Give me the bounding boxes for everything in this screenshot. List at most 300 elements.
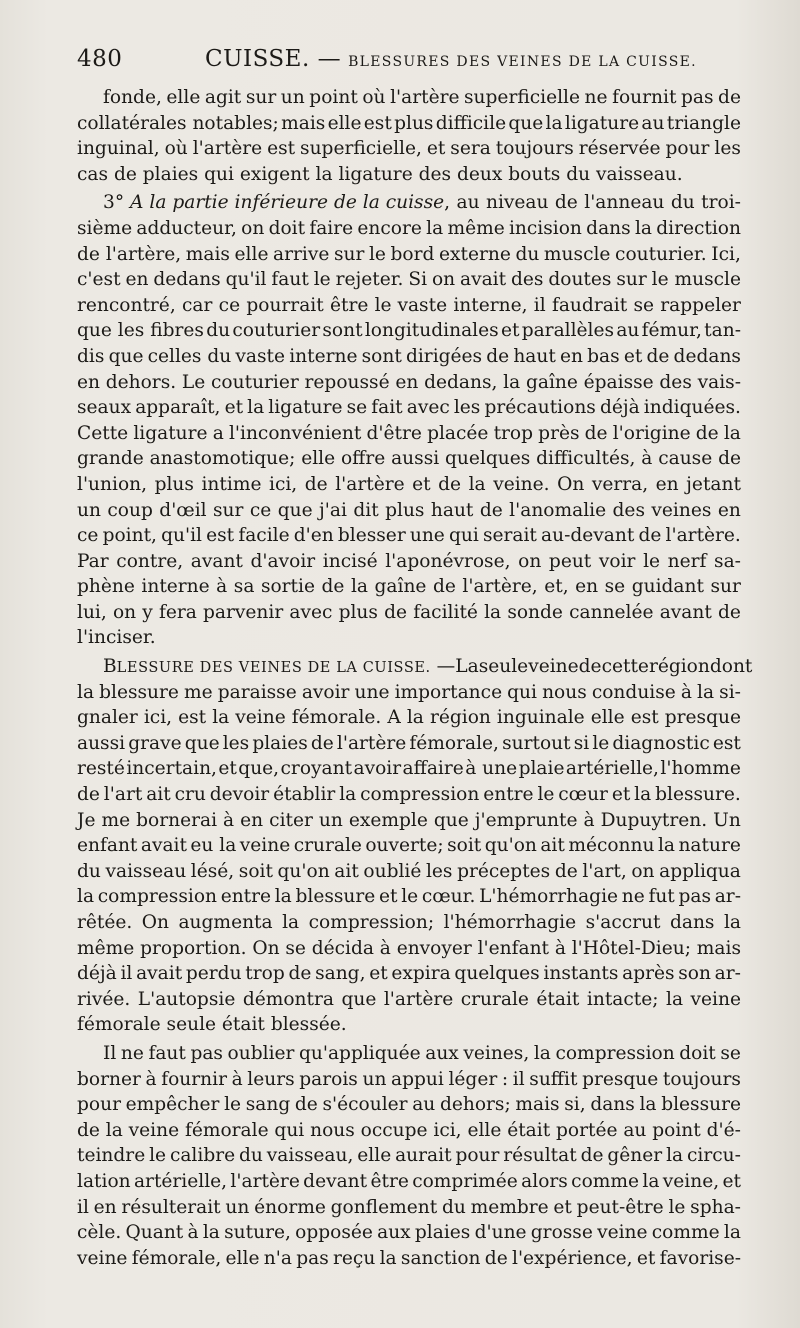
word: mais [515, 1094, 560, 1116]
word: le [537, 784, 555, 806]
word: elle [234, 243, 269, 265]
word: ait [334, 860, 359, 882]
word: alors [521, 1170, 568, 1192]
word: entre [220, 886, 272, 908]
word: qu'on [484, 835, 537, 857]
word: pour [665, 138, 710, 160]
word: doit [679, 1042, 716, 1064]
word: paraisse [217, 681, 297, 703]
word: que [508, 112, 544, 134]
word: cèle. [77, 1222, 122, 1244]
word: de [77, 1119, 100, 1141]
word: à [379, 937, 391, 959]
word: l'homme [660, 758, 741, 780]
word: parois [299, 1068, 358, 1090]
text-line [77, 600, 741, 626]
word: de [484, 1247, 508, 1269]
word: des [659, 371, 692, 393]
word: Le [181, 371, 206, 393]
word: lui, [77, 601, 107, 623]
word: la [666, 1145, 684, 1167]
word: on [112, 601, 137, 623]
word: elle [301, 448, 336, 470]
word: au [641, 112, 665, 134]
word: L'autopsie [137, 988, 236, 1010]
word: gonflement [330, 1196, 438, 1218]
word: pas [296, 1247, 329, 1269]
word: les [453, 397, 481, 419]
word: comprimée [412, 1170, 518, 1192]
word: ne [584, 87, 608, 108]
word: ici, [433, 1119, 462, 1141]
word: collatérales notables; [77, 112, 279, 134]
word: plus [385, 499, 425, 521]
word: les [714, 138, 741, 160]
word: elle [327, 112, 362, 134]
word: au [412, 1094, 436, 1116]
word: l'artère. [665, 525, 741, 547]
running-head [205, 46, 697, 72]
word: veine [77, 1247, 128, 1269]
paragraph [77, 654, 753, 1038]
word: si, [564, 1094, 586, 1116]
word: fera [158, 601, 197, 623]
word: comme [651, 1222, 720, 1244]
word: plus [338, 601, 378, 623]
word: ar- [714, 963, 741, 985]
word: toujours [662, 1068, 741, 1090]
word: la [77, 681, 95, 703]
word: gêner [607, 1145, 663, 1167]
word: peut [548, 550, 592, 572]
word: triangle [666, 112, 741, 134]
word: dont [709, 656, 753, 678]
word: crurale [460, 988, 529, 1010]
word: la [274, 886, 292, 908]
word: Si [408, 269, 428, 291]
word: facile [238, 525, 290, 547]
word: on [431, 269, 456, 291]
word: un [318, 809, 343, 831]
word: plus [394, 112, 434, 134]
text-line [77, 1012, 741, 1038]
word: la [697, 681, 715, 703]
word: elle [166, 87, 201, 108]
word: au-devant [541, 525, 635, 547]
word: toujours [495, 138, 574, 160]
word: fémur, [641, 320, 702, 342]
word: d'œil [159, 499, 207, 521]
word: L'hémorrhagie [479, 886, 619, 908]
word: s'accrut [585, 912, 661, 933]
word: artérielle, [565, 758, 659, 780]
word: entre [483, 784, 534, 806]
word: fémorale, [131, 1247, 222, 1269]
word: précautions [484, 397, 596, 419]
word: ait [540, 835, 565, 857]
text-line [77, 1246, 741, 1272]
word: de [718, 87, 741, 108]
word: soit [238, 860, 273, 882]
word: à une [465, 758, 518, 780]
word: teindre [77, 1145, 146, 1167]
word: la [426, 217, 444, 239]
word: et [379, 886, 398, 908]
text-line [77, 574, 741, 600]
word: en [575, 576, 599, 598]
word: se [346, 397, 368, 419]
word: réservée [578, 138, 661, 160]
word: la [77, 886, 95, 908]
text-line [77, 859, 741, 885]
word: à [216, 576, 228, 598]
word: blessure [99, 681, 179, 703]
word: elle [467, 1119, 502, 1141]
word: et [369, 963, 388, 985]
word: elle [225, 1247, 260, 1269]
word: on [241, 217, 265, 239]
word: la [282, 912, 300, 933]
word: de [584, 422, 608, 444]
word: lation [77, 1170, 131, 1192]
word: suffit [529, 1068, 578, 1090]
word: était [507, 1119, 551, 1141]
word: pour [77, 1094, 121, 1116]
word: quelques [445, 448, 531, 470]
word: voir [598, 550, 636, 572]
text-line [77, 654, 753, 680]
word: de l'artère, [77, 243, 182, 265]
word: est [206, 525, 235, 547]
word: sième [77, 217, 133, 239]
word: veine [597, 1222, 648, 1244]
word: jetant [686, 473, 741, 495]
word: l'inciser. [77, 627, 156, 649]
word: y [142, 601, 153, 623]
word: cœur. [421, 886, 476, 908]
word: avoir [353, 758, 402, 780]
word: interne [289, 345, 358, 367]
word: même [447, 217, 505, 239]
word: cas de plaies qui exigent la ligature des deux bouts du vaisseau. [77, 163, 683, 185]
word: BLESSURE DES VEINES DE LA CUISSE. — [103, 656, 456, 678]
word: sanction [400, 1247, 481, 1269]
word: compression [360, 784, 480, 806]
word: haut [430, 499, 474, 521]
word: déjà [599, 397, 640, 419]
word: rencontré, [77, 294, 176, 316]
word: de [486, 345, 510, 367]
word: pas [680, 87, 714, 108]
word: externe [439, 243, 511, 265]
word: que [108, 345, 144, 367]
word: la [723, 912, 741, 933]
word: sur [333, 243, 365, 265]
word: l'expérience, [512, 1247, 633, 1269]
word: au [456, 192, 480, 214]
text-line [77, 910, 741, 936]
word: membre [470, 1196, 549, 1218]
word: si [573, 732, 590, 754]
word: du [206, 320, 231, 342]
text-line [77, 1143, 741, 1169]
word: la [545, 112, 563, 134]
word: ligature [268, 397, 343, 419]
text-line [77, 1067, 741, 1093]
word: était [536, 988, 580, 1010]
word: adducteur, [136, 217, 237, 239]
word: l'artère [336, 732, 407, 754]
word: qu'il [225, 269, 267, 291]
running-head-title: CUISSE. — [205, 46, 342, 72]
word: tan- [704, 320, 741, 342]
word: incision [508, 217, 582, 239]
word: fémorale seule était blessée. [77, 1014, 347, 1036]
word: calibre [169, 1145, 236, 1167]
word: à [583, 809, 595, 831]
word: facilité [413, 601, 478, 623]
word: cette [601, 656, 649, 678]
word: gaîne [525, 371, 578, 393]
word: cause [658, 448, 713, 470]
word: la [503, 371, 521, 393]
word: faudrait [551, 294, 628, 316]
word: qu'on [277, 860, 330, 882]
word: anastomotique; [149, 448, 296, 470]
word: doit [268, 217, 306, 239]
word: expira [391, 963, 451, 985]
word: de [310, 732, 334, 754]
word: nerf [667, 550, 707, 572]
word: occupe [360, 1119, 428, 1141]
word: elle [590, 707, 625, 729]
word: l'art [103, 784, 143, 806]
word: on [518, 550, 542, 572]
word: à [641, 448, 653, 470]
word: croyant [280, 758, 353, 780]
word: et, [544, 576, 569, 598]
word: : [501, 1068, 509, 1090]
text-line [77, 731, 741, 757]
word: la [634, 784, 652, 806]
word: difficultés, [536, 448, 636, 470]
word: oublié [363, 860, 422, 882]
word: l'artère [192, 138, 263, 160]
word: en [395, 371, 419, 393]
word: et [412, 473, 431, 495]
word: phène [77, 576, 135, 598]
text-line [77, 446, 741, 472]
word: énorme [254, 1196, 326, 1218]
word: que [433, 809, 469, 831]
word: vais- [697, 371, 741, 393]
word: rivée. [77, 988, 131, 1010]
word: un [77, 499, 101, 521]
word: à [680, 681, 692, 703]
word: à [187, 1222, 199, 1244]
word: devant [303, 1170, 368, 1192]
word: La [455, 656, 479, 678]
word: offre [340, 448, 386, 470]
word: est [267, 138, 296, 160]
text-line [77, 1041, 741, 1067]
word: fonde, [103, 87, 162, 108]
word: importance [394, 681, 503, 703]
text-line [77, 1220, 741, 1246]
word: sang, [315, 963, 366, 985]
word: des [511, 269, 544, 291]
word: la [723, 1222, 741, 1244]
word: bornerai [136, 809, 218, 831]
word: Je [77, 809, 96, 831]
word: rêtée. [77, 912, 133, 933]
text-line [77, 936, 741, 962]
word: dedans [673, 345, 741, 367]
word: dirigées [405, 345, 483, 367]
word: que, [238, 758, 280, 780]
word: de [646, 345, 670, 367]
word: cru [174, 784, 206, 806]
word: sera [450, 138, 491, 160]
word: faut [148, 1042, 186, 1064]
word: qu'il [161, 525, 202, 547]
word: il [77, 1196, 89, 1218]
word: peut-être [576, 1196, 664, 1218]
word: cannelée [569, 601, 654, 623]
word: elle [357, 1145, 392, 1167]
word: d'une [474, 1222, 527, 1244]
word: l'inconvénient [228, 422, 362, 444]
word: en [125, 269, 149, 291]
word: la [642, 1170, 660, 1192]
word: trop [493, 422, 534, 444]
word: la [350, 576, 368, 598]
word: et [426, 138, 446, 160]
text-line [77, 705, 741, 731]
word: la [484, 601, 502, 623]
word: plaie [518, 758, 565, 780]
word: à [554, 937, 566, 959]
word: sa [233, 576, 255, 598]
word: le [149, 1145, 167, 1167]
word: être [370, 1170, 409, 1192]
word: et [500, 320, 520, 342]
word: décida [311, 937, 374, 959]
word: celles du [147, 345, 232, 367]
word: avait [136, 963, 183, 985]
text-line [77, 1092, 741, 1118]
text-line [77, 85, 741, 111]
word: on [631, 860, 655, 882]
word: contre, [116, 550, 184, 572]
word: opposée [295, 1222, 373, 1244]
word: aussi [391, 448, 440, 470]
word: de [638, 525, 662, 547]
word: crurale [293, 835, 362, 857]
word: superficielle, [300, 138, 422, 160]
word: des [612, 499, 645, 521]
word: devoir [209, 784, 270, 806]
word: inguinal, [77, 138, 160, 160]
word: veine. [493, 473, 550, 495]
word: veines [651, 499, 712, 521]
text-line [77, 162, 741, 188]
word: seule [478, 656, 529, 678]
word: On [557, 473, 585, 495]
word: l'enfant [477, 937, 550, 959]
text-line [77, 1118, 741, 1144]
word: de [77, 784, 100, 806]
word: en [240, 809, 264, 831]
word: l'hémorrhagie [443, 912, 577, 933]
text-line [77, 523, 741, 549]
word: veine, [662, 1170, 720, 1192]
text-line [77, 833, 741, 859]
running-head-subtitle: BLESSURES DES VEINES DE LA CUISSE. [348, 54, 697, 70]
word: troi- [701, 192, 741, 214]
word: agit [204, 87, 242, 108]
word: méconnu [568, 835, 655, 857]
word: de [288, 963, 312, 985]
word: où [164, 138, 188, 160]
word: l'artère, [462, 576, 538, 598]
text-line [77, 370, 741, 396]
word: nous [542, 681, 587, 703]
word: lésé, [190, 860, 235, 882]
word: sont [361, 345, 402, 367]
word: c'est [77, 269, 121, 291]
word: la [202, 1222, 220, 1244]
word: dans [586, 217, 631, 239]
word: et [623, 345, 643, 367]
word: en [717, 499, 741, 521]
word: conduise [591, 681, 676, 703]
word: point [309, 87, 358, 108]
word: de [294, 1094, 318, 1116]
word: l'artère [390, 87, 460, 108]
word: perdu [185, 963, 242, 985]
word: se [604, 576, 626, 598]
word: vaisseau, [266, 1145, 354, 1167]
word: grande [77, 448, 144, 470]
word: couturier [232, 320, 321, 342]
word: n'a [263, 1247, 292, 1269]
word: vaisseau [105, 860, 187, 882]
word: être [329, 294, 369, 316]
word: superficielle [464, 87, 580, 108]
word: A [387, 707, 401, 729]
word: compression; [308, 912, 435, 933]
page-number: 480 [77, 46, 123, 72]
word: faire [309, 217, 354, 239]
word: point, [102, 525, 157, 547]
word: l'aponévrose, [385, 550, 511, 572]
word: qui [507, 681, 537, 703]
word: Un [713, 809, 741, 831]
word: est [178, 707, 207, 729]
word: le [313, 269, 331, 291]
word: du [239, 1145, 263, 1167]
word: empêcher [125, 1094, 220, 1116]
word: les [425, 860, 453, 882]
word: ce [218, 294, 241, 316]
word: affaire [402, 758, 464, 780]
word: artérielle, [133, 1170, 228, 1192]
word: de [438, 473, 462, 495]
word: envoyer [396, 937, 472, 959]
word: il [533, 294, 546, 316]
word: Cette [77, 422, 129, 444]
